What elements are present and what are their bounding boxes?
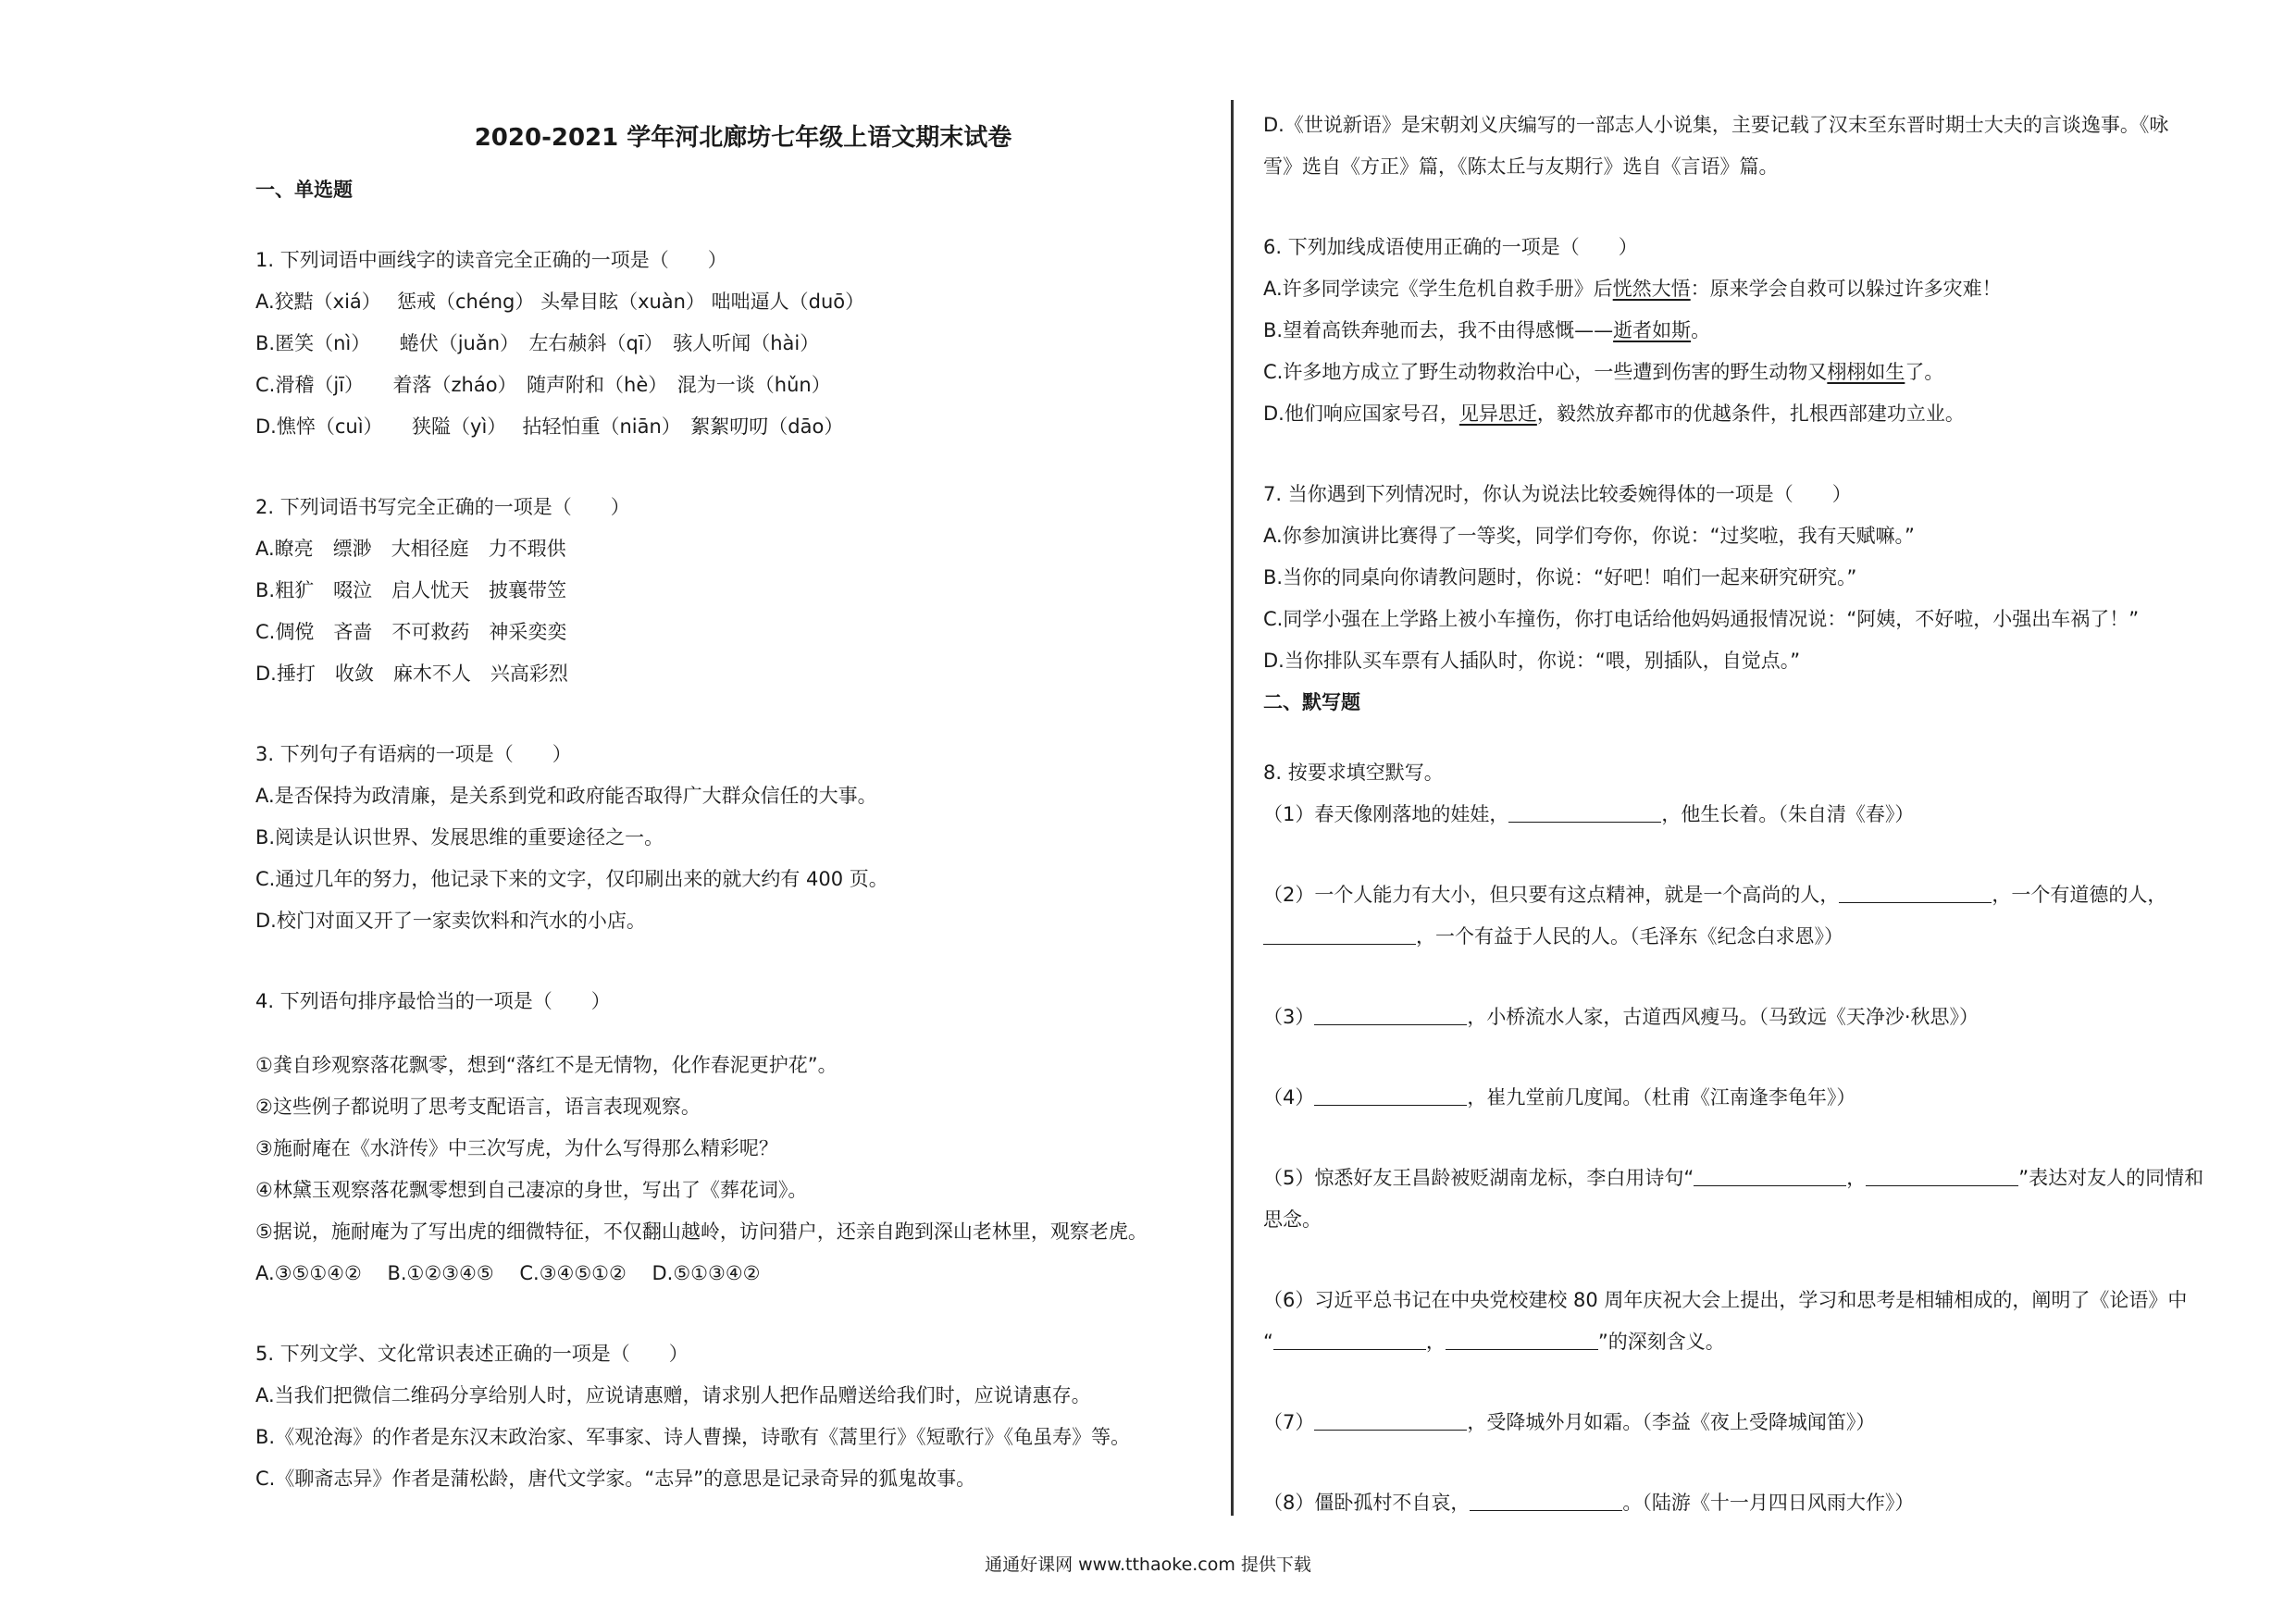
dictation-item-2: （2）一个人能力有大小，但只要有这点精神，就是一个高尚的人， ，一个有道德的人， — [1263, 884, 2167, 906]
dictation-item-4: （4） ，崔九堂前几度闻。（杜甫《江南逢李龟年》） — [1263, 1086, 1856, 1109]
option-b: B.阅读是认识世界、发展思维的重要途径之一。 — [255, 826, 664, 849]
right-column — [1263, 111, 2263, 1530]
option-b: B.望着高铁奔驰而去，我不由得感慨——逝者如斯。 — [1263, 319, 1711, 341]
option-d: D.捶打 收敛 麻木不人 兴高彩烈 — [255, 663, 568, 685]
options-row: A.③⑤①④② B.①②③④⑤ C.③④⑤①② D.⑤①③④② — [255, 1262, 761, 1284]
question-5 — [255, 1340, 1199, 1493]
sentence-1: ①龚自珍观察落花飘零，想到“落红不是无情物，化作春泥更护花”。 — [255, 1054, 838, 1076]
question-stem: 8. 按要求填空默写。 — [1263, 762, 1444, 784]
question-stem: 5. 下列文学、文化常识表述正确的一项是（ ） — [255, 1343, 689, 1365]
answer-blank[interactable] — [1314, 1409, 1467, 1431]
option-d: D.憔悴（cuì） 狭隘（yì） 拈轻怕重（niān） 絮絮叨叨（dāo） — [255, 415, 844, 438]
option-c: C.同学小强在上学路上被小车撞伤，你打电话给他妈妈通报情况说：“阿姨，不好啦，小强出车祸了！” — [1263, 608, 2140, 630]
option-d: D.当你排队买车票有人插队时，你说：“喂，别插队，自觉点。” — [1263, 650, 1801, 672]
option-a: A.瞭亮 缥渺 大相径庭 力不瑕供 — [255, 538, 566, 560]
dictation-item-8: （8）僵卧孤村不自哀， 。（陆游《十一月四日风雨大作》） — [1263, 1492, 1915, 1514]
question-stem: 2. 下列词语书写完全正确的一项是（ ） — [255, 496, 630, 518]
sentence-4: ④林黛玉观察落花飘零想到自己凄凉的身世，写出了《葬花词》。 — [255, 1179, 808, 1201]
option-c: C.通过几年的努力，他记录下来的文字，仅印刷出来的就大约有 400 页。 — [255, 868, 888, 890]
dictation-item-7: （7） ，受降城外月如霜。（李益《夜上受降城闻笛》） — [1263, 1411, 1876, 1433]
option-a: A.是否保持为政清廉，是关系到党和政府能否取得广大群众信任的大事。 — [255, 785, 877, 807]
question-stem: 6. 下列加线成语使用正确的一项是（ ） — [1263, 236, 1638, 258]
sentence-5: ⑤据说，施耐庵为了写出虎的细微特征，不仅翻山越岭，访问猎户，还亲自跑到深山老林里，观察老虎。 — [255, 1220, 1148, 1243]
option-b: B.当你的同桌向你请教问题时，你说：“好吧！咱们一起来研究研究。” — [1263, 566, 1857, 588]
dictation-item-3: （3） ，小桥流水人家，古道西风瘦马。（马致远《天净沙·秋思》） — [1263, 1006, 1980, 1028]
answer-blank[interactable] — [1446, 1329, 1598, 1350]
option-a: A.狡黠（xiá） 惩戒（chéng） 头晕目眩（xuàn） 咄咄逼人（duō） — [255, 291, 865, 313]
option-c: C.《聊斋志异》作者是蒲松龄，唐代文学家。“志异”的意思是记录奇异的狐鬼故事。 — [255, 1468, 976, 1490]
option-c: C.倜傥 吝啬 不可救药 神采奕奕 — [255, 621, 567, 643]
underlined-idiom: 栩栩如生 — [1827, 361, 1905, 383]
option-a: A.当我们把微信二维码分享给别人时，应说请惠赠，请求别人把作品赠送给我们时，应说请惠存。 — [255, 1384, 1091, 1406]
answer-blank[interactable] — [1508, 801, 1661, 823]
answer-blank[interactable] — [1314, 1004, 1467, 1025]
answer-blank[interactable] — [1314, 1084, 1467, 1106]
section-heading-single-choice: 一、单选题 — [255, 179, 353, 201]
page-title: 2020-2021 学年河北廊坊七年级上语文期末试卷 — [474, 124, 1012, 152]
dictation-item-1: （1）春天像刚落地的娃娃， ，他生长着。（朱自清《春》） — [1263, 803, 1915, 825]
option-c: C.滑稽（jī） 着落（zháo） 随声附和（hè） 混为一谈（hǔn） — [255, 374, 831, 396]
q5-option-d-line1: D.《世说新语》是宋朝刘义庆编写的一部志人小说集，主要记载了汉末至东晋时期士大夫的言谈逸事。《咏 — [1263, 114, 2169, 136]
question-6 — [1263, 233, 2263, 427]
option-b: B.《观沧海》的作者是东汉末政治家、军事家、诗人曹操，诗歌有《蒿里行》《短歌行》《龟虽寿》等。 — [255, 1426, 1131, 1448]
option-d: D.校门对面又开了一家卖饮料和汽水的小店。 — [255, 910, 646, 932]
option-c: C.许多地方成立了野生动物救治中心，一些遭到伤害的野生动物又栩栩如生了。 — [1263, 361, 1944, 383]
underlined-idiom: 逝者如斯 — [1613, 319, 1692, 341]
underlined-idiom: 见异思迁 — [1458, 403, 1537, 425]
answer-blank[interactable] — [1839, 882, 1992, 903]
answer-blank[interactable] — [1866, 1165, 2018, 1186]
dictation-item-6-cont: “ ， ”的深刻含义。 — [1263, 1331, 1725, 1353]
footer-credit: 通通好课网 www.tthaoke.com 提供下载 — [985, 1555, 1311, 1575]
option-b: B.粗犷 啜泣 启人忧天 披襄带笠 — [255, 579, 567, 601]
answer-blank[interactable] — [1273, 1329, 1426, 1350]
dictation-item-2-cont: ，一个有益于人民的人。（毛泽东《纪念白求恩》） — [1263, 923, 2263, 950]
question-stem: 4. 下列语句排序最恰当的一项是（ ） — [255, 990, 611, 1012]
question-stem: 1. 下列词语中画线字的读音完全正确的一项是（ ） — [255, 249, 727, 271]
question-stem: 7. 当你遇到下列情况时，你认为说法比较委婉得体的一项是（ ） — [1263, 483, 1852, 505]
underlined-idiom: 恍然大悟 — [1612, 278, 1691, 300]
question-1 — [255, 246, 1199, 440]
q5-option-d-line2: 雪》选自《方正》篇，《陈太丘与友期行》选自《言语》篇。 — [1263, 155, 1779, 178]
question-stem: 3. 下列句子有语病的一项是（ ） — [255, 743, 572, 765]
option-d: D.他们响应国家号召，见异思迁，毅然放弃都市的优越条件，扎根西部建功立业。 — [1263, 403, 1965, 425]
option-a: A.许多同学读完《学生危机自救手册》后恍然大悟：原来学会自救可以躲过许多灾难！ — [1263, 278, 2002, 300]
question-8 — [1263, 759, 2263, 1517]
section-heading-dictation: 二、默写题 — [1263, 691, 1360, 713]
answer-blank[interactable] — [1470, 1490, 1622, 1511]
dictation-item-5-cont: 思念。 — [1263, 1208, 1322, 1231]
answer-blank[interactable] — [1694, 1165, 1846, 1186]
option-a: A.你参加演讲比赛得了一等奖，同学们夸你，你说：“过奖啦，我有天赋嘛。” — [1263, 525, 1915, 547]
column-divider — [1231, 100, 1234, 1516]
answer-blank[interactable] — [1263, 923, 1416, 945]
left-column — [255, 176, 1199, 1506]
question-4 — [255, 987, 1199, 1287]
question-2 — [255, 493, 1199, 688]
sentence-3: ③施耐庵在《水浒传》中三次写虎，为什么写得那么精彩呢？ — [255, 1137, 778, 1159]
dictation-item-5: （5）惊悉好友王昌龄被贬湖南龙标，李白用诗句“ ， ”表达对友人的同情和 — [1263, 1167, 2204, 1189]
sentence-2: ②这些例子都说明了思考支配语言，语言表现观察。 — [255, 1096, 701, 1118]
question-7 — [1263, 480, 2263, 675]
option-b: B.匿笑（nì） 蜷伏（juǎn） 左右赪斜（qī） 骇人听闻（hài） — [255, 332, 820, 354]
question-3 — [255, 740, 1199, 935]
dictation-item-6: （6）习近平总书记在中央党校建校 80 周年庆祝大会上提出，学习和思考是相辅相成的，阐明了《论语》中 — [1263, 1289, 2188, 1311]
